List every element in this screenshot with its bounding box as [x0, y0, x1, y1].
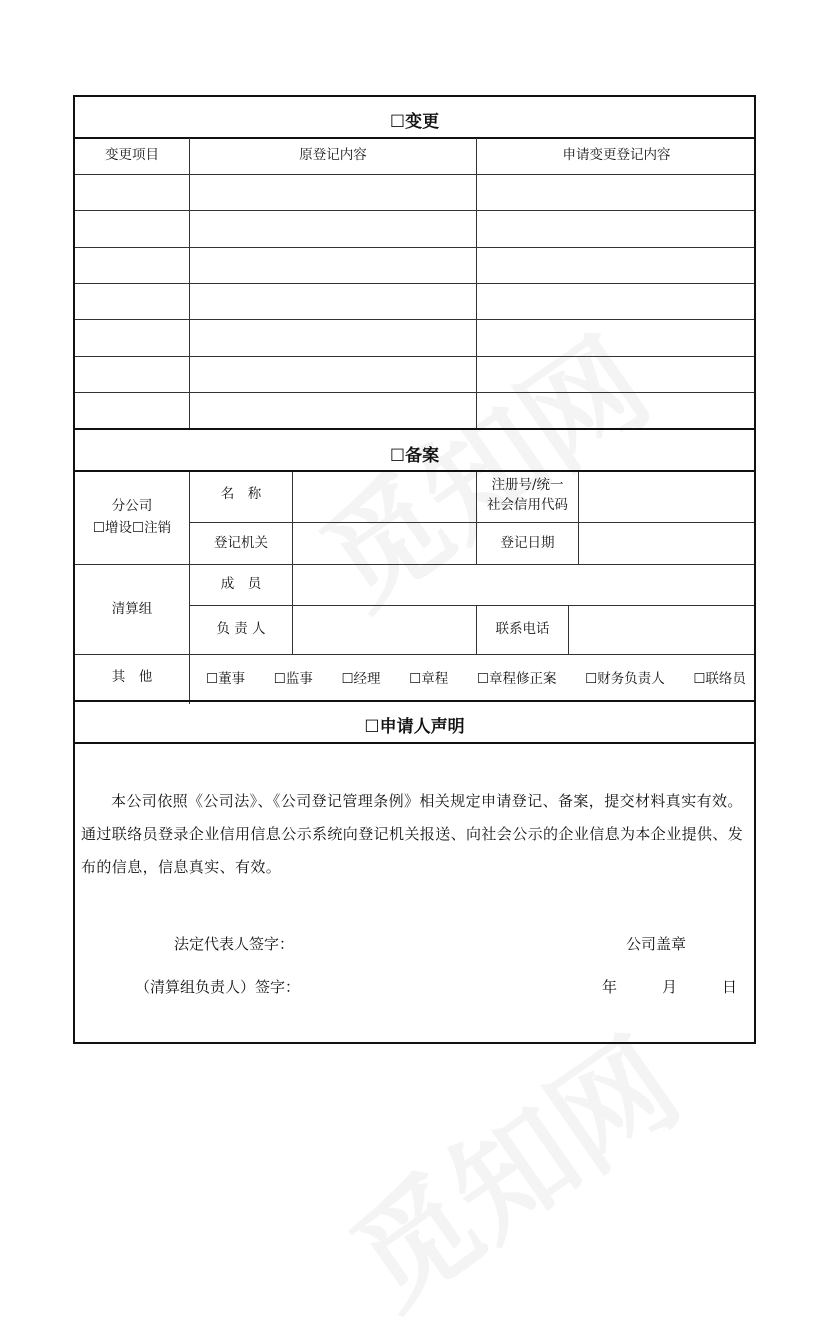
signature-date: [602, 976, 737, 997]
reg-date-label: 登记日期: [500, 534, 555, 551]
change-section-title: ☐变更: [389, 112, 440, 132]
requested-content-header: 申请变更登记内容: [562, 147, 671, 164]
divider: [189, 655, 190, 700]
table-row: [75, 392, 754, 393]
date-month: 月: [661, 978, 677, 996]
other-options: [206, 659, 758, 695]
filing-section-title: ☐备案: [389, 446, 440, 466]
option-director[interactable]: ☐董事: [206, 671, 246, 687]
date-day: 日: [721, 978, 737, 996]
other-label: 其 他: [111, 668, 153, 685]
date-year: 年: [602, 978, 618, 996]
watermark: [313, 992, 707, 1339]
reg-date-field[interactable]: [579, 523, 756, 564]
divider: [476, 138, 477, 429]
company-seal-label: 公司盖章: [626, 935, 687, 953]
reg-no-label-line2: 社会信用代码: [487, 497, 568, 513]
declaration-section-title: ☐申请人声明: [364, 717, 465, 737]
divider: [75, 174, 754, 175]
table-row: [75, 319, 754, 320]
reg-no-label-line1: 注册号/统一: [491, 476, 564, 493]
liquidation-signature-label: （清算组负责人）签字：: [135, 978, 301, 996]
option-finance-officer[interactable]: ☐财务负责人: [585, 671, 665, 687]
option-articles-amendment[interactable]: ☐章程修正案: [476, 671, 557, 687]
change-item-header: 变更项目: [105, 147, 159, 164]
divider: [189, 138, 190, 429]
branch-label: [75, 472, 189, 564]
option-supervisor[interactable]: ☐监事: [273, 671, 313, 687]
authority-label: 登记机关: [214, 534, 268, 551]
table-row: [75, 210, 754, 211]
reg-no-field[interactable]: [579, 472, 756, 518]
branch-label-line2: ☐增设☐注销: [92, 520, 172, 536]
authority-field[interactable]: [293, 523, 476, 564]
declaration-text: 本公司依照《公司法》、《公司登记管理条例》相关规定申请登记、备案，提交材料真实有效。通过联络员登录企业信用信息公示系统向登记机关报送、向社会公示的企业信息为本企业提供、发布的信息，信息真实、有效。: [81, 792, 744, 876]
option-liaison[interactable]: ☐联络员: [693, 671, 746, 687]
legal-rep-signature-label: 法定代表人签字：: [174, 935, 295, 953]
leader-label: 负 责 人: [216, 621, 266, 638]
reg-no-label: [477, 472, 578, 518]
members-field[interactable]: [293, 565, 756, 605]
name-field[interactable]: [293, 472, 476, 518]
original-content-header: 原登记内容: [299, 147, 367, 164]
phone-label: 联系电话: [495, 621, 550, 638]
liquidation-label: 清算组: [111, 600, 153, 617]
name-label: 名 称: [220, 486, 262, 503]
members-label: 成 员: [220, 576, 262, 593]
table-row: [75, 283, 754, 284]
leader-field[interactable]: [293, 606, 476, 654]
divider: [75, 700, 754, 702]
table-row: [75, 247, 754, 248]
application-form: [73, 95, 756, 1044]
divider: [75, 742, 754, 744]
phone-field[interactable]: [569, 606, 756, 654]
table-row: [75, 356, 754, 357]
divider: [75, 428, 754, 430]
branch-label-line1: 分公司: [111, 498, 153, 515]
option-manager[interactable]: ☐经理: [341, 671, 381, 687]
option-articles[interactable]: ☐章程: [409, 671, 449, 687]
